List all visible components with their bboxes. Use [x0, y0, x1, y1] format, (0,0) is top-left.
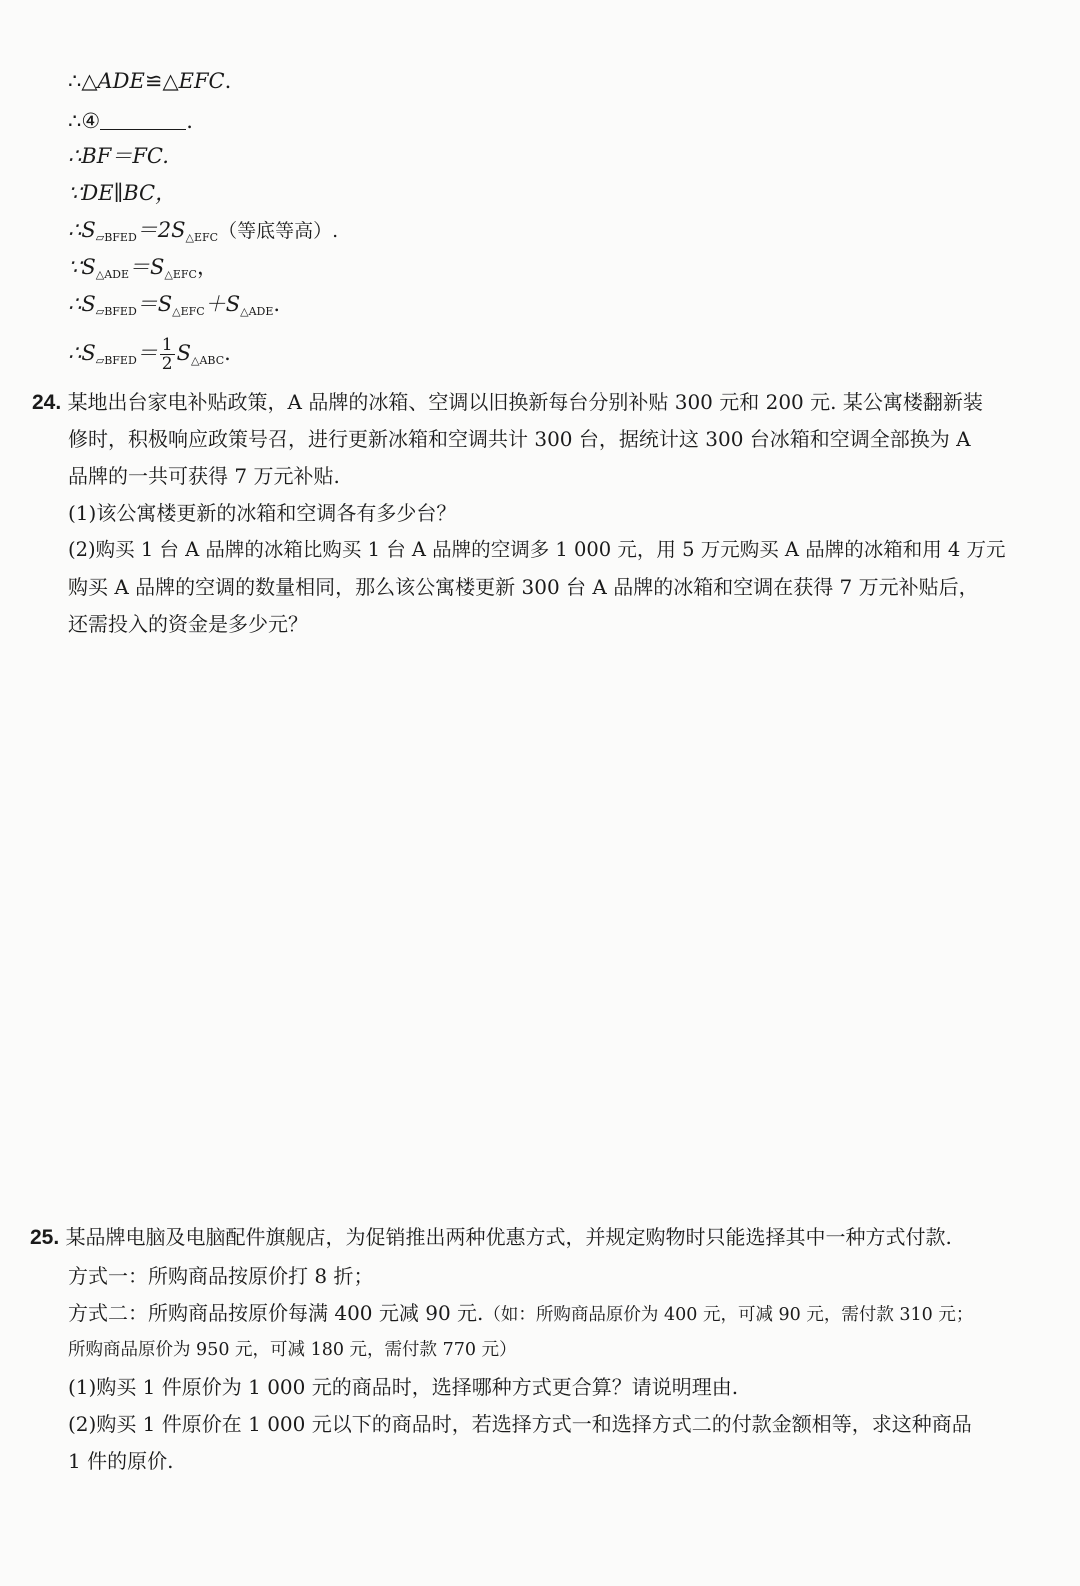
question-24-part-2-line-3: 还需投入的资金是多少元？	[68, 612, 308, 636]
subscript: △EFC	[164, 268, 197, 281]
subscript: △EFC	[172, 305, 205, 318]
question-text: 某品牌电脑及电脑配件旗舰店，为促销推出两种优惠方式，并规定购物时只能选择其中一种方式付款.	[65, 1225, 952, 1249]
question-24-part-2-line-1: (2)购买 1 台 A 品牌的冰箱比购买 1 台 A 品牌的空调多 1 000 元，用 5 万元购买 A 品牌的冰箱和用 4 万元	[68, 538, 1006, 561]
question-25-line-1	[30, 1219, 952, 1256]
question-25-part-2-line-2: 1 件的原价.	[68, 1449, 174, 1473]
question-25-way-2-note: 所购商品原价为 950 元，可减 180 元，需付款 770 元）	[68, 1340, 517, 1360]
proof-text: .	[224, 341, 231, 365]
proof-line-area-4	[68, 336, 231, 376]
proof-text: .	[186, 109, 193, 133]
question-25-way-2	[68, 1295, 973, 1333]
proof-text: （等底等高）.	[218, 220, 339, 242]
proof-text: ＝S	[129, 255, 165, 279]
proof-line-blank	[68, 106, 193, 136]
question-25-way-1: 方式一：所购商品按原价打 8 折；	[68, 1264, 374, 1288]
question-24-line-2: 修时，积极响应政策号召，进行更新冰箱和空调共计 300 台，据统计这 300 台冰箱和空调全部换为 A	[68, 427, 971, 451]
proof-line-congruence	[68, 66, 231, 96]
question-text: 方式二：所购商品按原价每满 400 元减 90 元.	[68, 1301, 484, 1325]
proof-text: EFC	[178, 69, 225, 93]
proof-line-bf-fc: ∴BF＝FC.	[68, 144, 169, 168]
proof-text: ＝2S	[136, 218, 186, 242]
proof-text: ∴S	[68, 218, 96, 242]
question-24-part-1: (1)该公寓楼更新的冰箱和空调各有多少台？	[68, 501, 457, 525]
subscript: △ADE	[95, 268, 130, 281]
proof-line-area-3	[68, 289, 280, 327]
proof-text: .	[273, 292, 281, 316]
subscript: ▱BFED	[95, 231, 137, 244]
proof-line-area-2	[68, 252, 218, 290]
fraction-denominator: 2	[161, 354, 173, 374]
fraction-one-half	[160, 336, 175, 373]
proof-text: ∴④	[68, 109, 101, 133]
question-number: 24.	[32, 391, 62, 414]
subscript: △ABC	[191, 354, 225, 367]
proof-text: .	[224, 69, 232, 93]
subscript: △EFC	[185, 231, 219, 244]
question-24-part-2-line-2: 购买 A 品牌的空调的数量相同，那么该公寓楼更新 300 台 A 品牌的冰箱和空调在获得 7 万元补贴后，	[68, 575, 979, 599]
answer-space-25[interactable]	[68, 1490, 1028, 1580]
question-text: 某地出台家电补贴政策，A 品牌的冰箱、空调以旧换新每台分别补贴 300 元和 200 元. 某公寓楼翻新装	[67, 390, 983, 414]
proof-text: ≌△	[144, 69, 179, 93]
proof-text: ∴△	[68, 69, 98, 93]
question-number: 25.	[30, 1226, 60, 1249]
proof-text: ∴S	[68, 341, 96, 365]
proof-text: ＝S	[136, 292, 173, 316]
subscript: ▱BFED	[95, 305, 137, 318]
answer-space-24[interactable]	[68, 660, 1028, 1200]
proof-line-parallel: ∵DE∥BC，	[68, 181, 177, 205]
proof-text: S	[176, 341, 191, 365]
question-25-part-1: (1)购买 1 件原价为 1 000 元的商品时，选择哪种方式更合算？请说明理由.	[68, 1375, 739, 1399]
question-24-line-3: 品牌的一共可获得 7 万元补贴.	[68, 464, 340, 488]
question-25-part-2-line-1: (2)购买 1 件原价在 1 000 元以下的商品时，若选择方式一和选择方式二的付款金额相等，求这种商品	[68, 1412, 972, 1436]
proof-text: ，	[196, 255, 218, 279]
fraction-numerator: 1	[161, 335, 173, 355]
question-24-line-1	[32, 384, 983, 421]
proof-text: ∵S	[68, 255, 96, 279]
subscript: ▱BFED	[95, 354, 137, 367]
proof-text: ＋S	[204, 292, 241, 316]
answer-blank[interactable]	[100, 111, 186, 130]
proof-line-area-1	[68, 215, 338, 253]
subscript: △ADE	[240, 305, 274, 318]
proof-text: ＝	[136, 341, 158, 365]
proof-text: ADE	[97, 69, 145, 93]
question-note: （如：所购商品原价为 400 元，可减 90 元，需付款 310 元；	[483, 1305, 974, 1325]
proof-text: ∴S	[68, 292, 96, 316]
